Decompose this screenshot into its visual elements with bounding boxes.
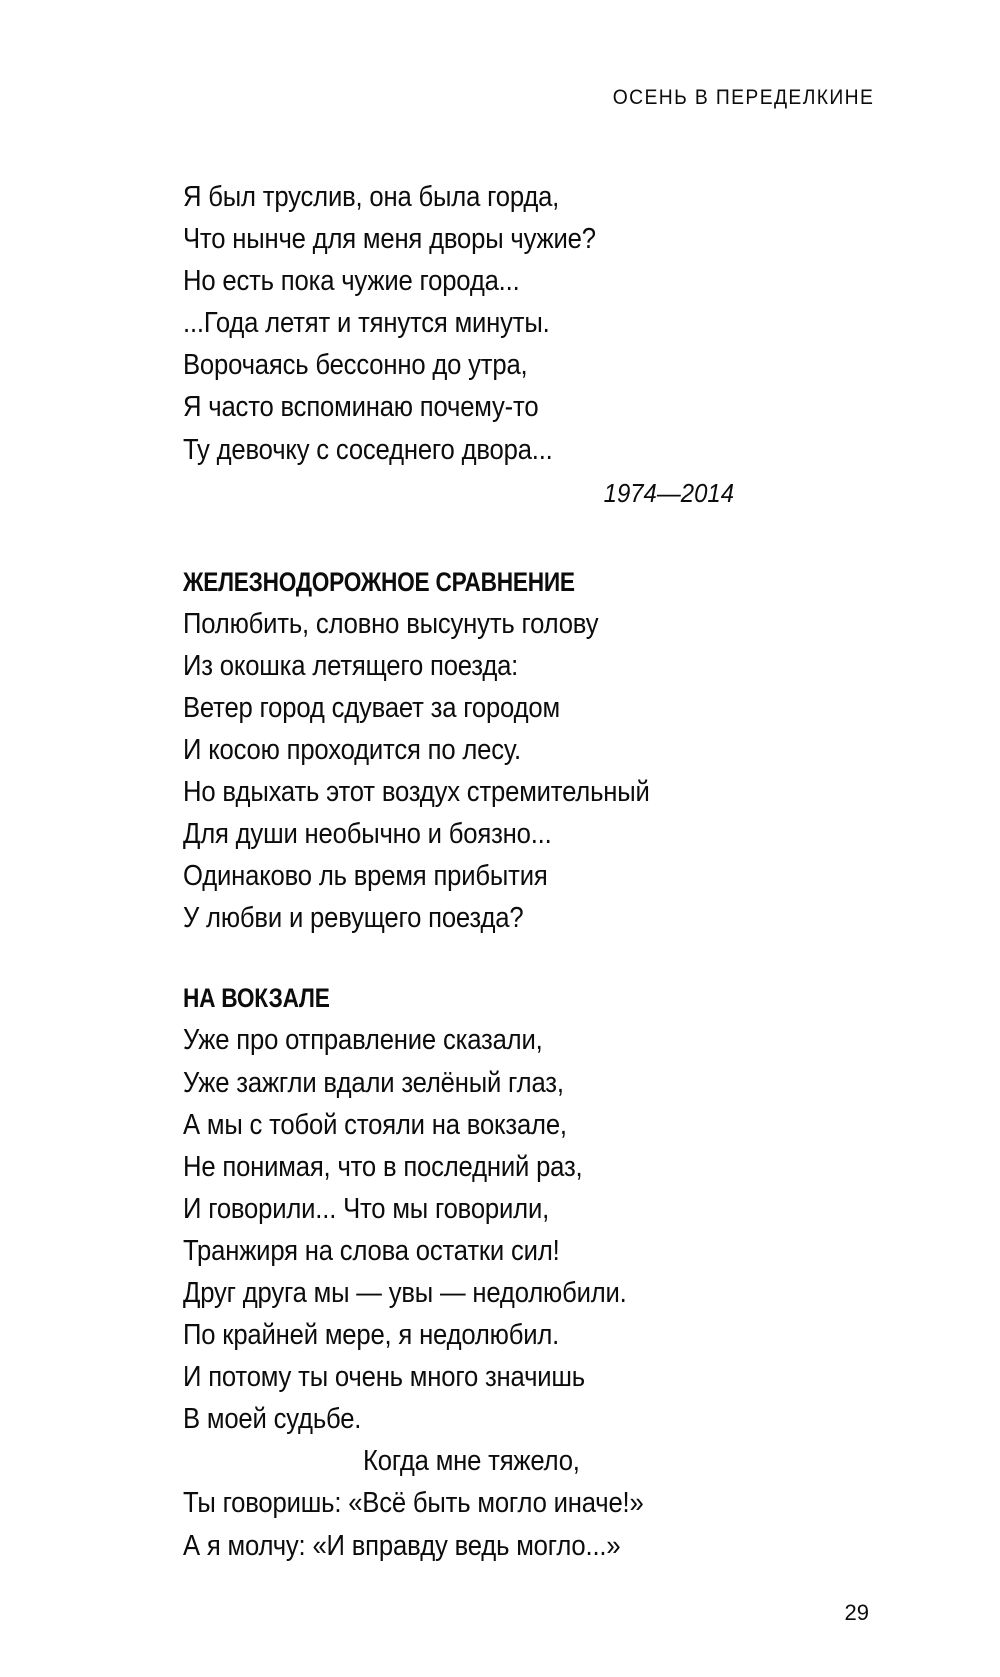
poem-line: В моей судьбе.: [183, 1403, 362, 1436]
poem-line: Из окошка летящего поезда:: [183, 649, 519, 682]
poem-line: Ты говоришь: «Всё быть могло иначе!»: [183, 1487, 644, 1520]
poem-line: Не понимая, что в последний раз,: [183, 1150, 583, 1183]
poem-line: Полюбить, словно высунуть голову: [183, 607, 599, 640]
poem-line: ...Года летят и тянутся минуты.: [183, 307, 550, 340]
poem-title: ЖЕЛЕЗНОДОРОЖНОЕ СРАВНЕНИЕ: [183, 566, 575, 597]
poem-line: Ворочаясь бессонно до утра,: [183, 349, 528, 382]
poem-1: [183, 176, 803, 513]
running-head: ОСЕНЬ В ПЕРЕДЕЛКИНЕ: [612, 86, 874, 109]
poem-line: Что нынче для меня дворы чужие?: [183, 223, 596, 256]
page-number: 29: [844, 1600, 869, 1625]
poem-line: И косою проходится по лесу.: [183, 733, 521, 766]
poem-3: [183, 977, 803, 1566]
poem-line: По крайней мере, я недолюбил.: [183, 1319, 560, 1352]
poem-line: Для души необычно и боязно...: [183, 818, 552, 851]
poem-2: [183, 561, 803, 940]
poem-line: Друг друга мы — увы — недолюбили.: [183, 1276, 627, 1309]
poem-line: Одинаково ль время прибытия: [183, 860, 548, 893]
poem-line: А я молчу: «И вправду ведь могло...»: [183, 1529, 621, 1562]
poem-line: А мы с тобой стояли на вокзале,: [183, 1108, 567, 1141]
poem-title: НА ВОКЗАЛЕ: [183, 983, 330, 1014]
poem-line: У любви и ревущего поезда?: [183, 902, 524, 935]
poem-line: Я был труслив, она была горда,: [183, 181, 560, 213]
poem-line: Ту девочку с соседнего двора...: [183, 433, 553, 466]
poem-line: Уже про отправление сказали,: [183, 1024, 543, 1057]
poem-line: Когда мне тяжело,: [363, 1445, 580, 1478]
poem-line: Я часто вспоминаю почему-то: [183, 391, 539, 424]
poem-line: Но вдыхать этот воздух стремительный: [183, 776, 650, 809]
poem-line: Но есть пока чужие города...: [183, 265, 520, 298]
poem-line: Уже зажгли вдали зелёный глаз,: [183, 1066, 564, 1099]
poem-line: И потому ты очень много значишь: [183, 1361, 585, 1394]
page-body: [183, 176, 803, 1567]
poem-line: Ветер город сдувает за городом: [183, 691, 560, 724]
poem-date: 1974—2014: [603, 477, 734, 508]
poem-line: И говорили... Что мы говорили,: [183, 1192, 550, 1225]
poem-line: Транжиря на слова остатки сил!: [183, 1234, 560, 1267]
